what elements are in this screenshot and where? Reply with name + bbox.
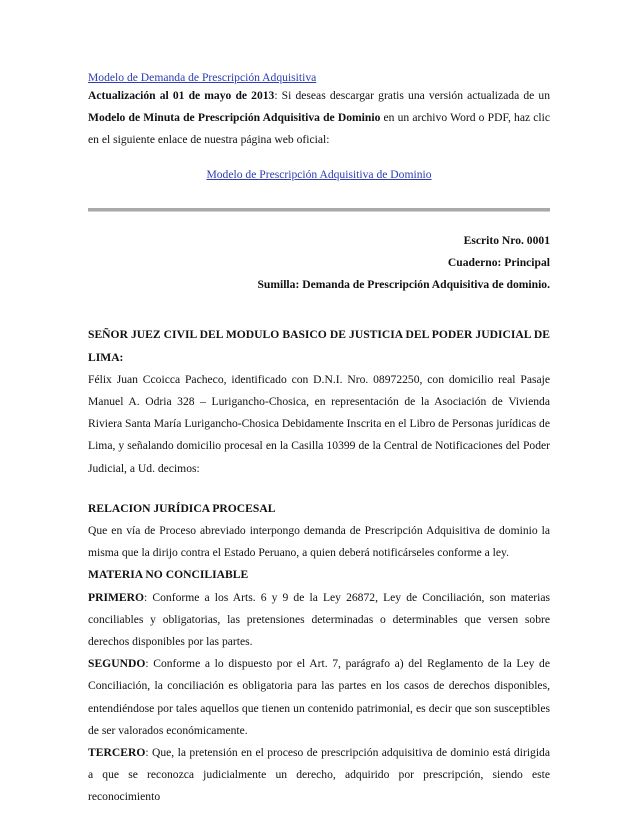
model-title: Modelo de Minuta de Prescripción Adquisitiva de Dominio: [88, 111, 381, 125]
relacion-heading: RELACION JURÍDICA PROCESAL: [88, 501, 276, 515]
segundo-text: : Conforme a lo dispuesto por el Art. 7, parágrafo a) del Reglamento de la Ley de Conciliación, la conciliación es obligatoria para las partes en los casos de derechos disponibles, entendiéndose por tales aquellos que tienen un contenido patrimonial, es decir que son susceptibles de ser valorados económicamente.: [88, 657, 550, 737]
intro-text-1: : Si deseas descargar gratis una versión actualizada de un: [274, 89, 551, 102]
claimant-paragraph: Félix Juan Ccoicca Pacheco, identificado con D.N.I. Nro. 08972250, con domicilio real Pasaje Manuel A. Odria 328 – Lurigancho-Chosica, en representación de la Asociación de Vivienda Riviera Santa María Lurigancho-Chosica Debidamente Inscrita en el Libro de Personas jurídicas de Lima, y señalando domicilio procesal en la Casilla 10399 de la Central de Notificaciones del Poder Judicial, a Ud. decimos:: [88, 372, 550, 475]
relacion-text: Que en vía de Proceso abreviado interpongo demanda de Prescripción Adquisitiva de dominio la misma que la dirijo contra el Estado Peruano, a quien deberá notificárseles conforme a ley.: [88, 524, 550, 560]
segundo-paragraph: [88, 653, 550, 742]
escrito-number: Escrito Nro. 0001: [463, 233, 550, 247]
tercero-label: TERCERO: [88, 746, 146, 760]
center-link[interactable]: Modelo de Prescripción Adquisitiva de Dominio: [206, 167, 432, 181]
document-page: [88, 71, 550, 809]
addressee: SEÑOR JUEZ CIVIL DEL MODULO BASICO DE JUSTICIA DEL PODER JUDICIAL DE LIMA:: [88, 328, 550, 364]
tercero-paragraph: [88, 742, 550, 809]
sumilla: Sumilla: Demanda de Prescripción Adquisitiva de dominio.: [257, 278, 550, 292]
tercero-text: : Que, la pretensión en el proceso de prescripción adquisitiva de dominio está dirigida a que se reconozca judicialmente un derecho, adquirido por prescripción, siendo este reconocimiento: [88, 746, 550, 804]
primero-text: : Conforme a los Arts. 6 y 9 de la Ley 26872, Ley de Conciliación, son materias conciliables y obligatorias, las pretensiones determinadas o determinables que versen sobre derechos disponibles por las partes.: [88, 590, 550, 649]
primero-label: PRIMERO: [88, 590, 145, 604]
segundo-label: SEGUNDO: [88, 657, 146, 671]
cuaderno: Cuaderno: Principal: [447, 256, 550, 270]
intro-text-2: en un archivo Word o PDF, haz clic en el siguiente enlace de nuestra página web oficial:: [88, 111, 550, 147]
update-date: Actualización al 01 de mayo de 2013: [88, 89, 275, 102]
divider: [88, 208, 550, 212]
intro-paragraph: [88, 85, 550, 152]
top-link[interactable]: Modelo de Demanda de Prescripción Adquisitiva: [88, 71, 317, 84]
center-link-line: [88, 164, 550, 186]
primero-paragraph: [88, 587, 550, 654]
materia-heading: MATERIA NO CONCILIABLE: [88, 568, 249, 582]
